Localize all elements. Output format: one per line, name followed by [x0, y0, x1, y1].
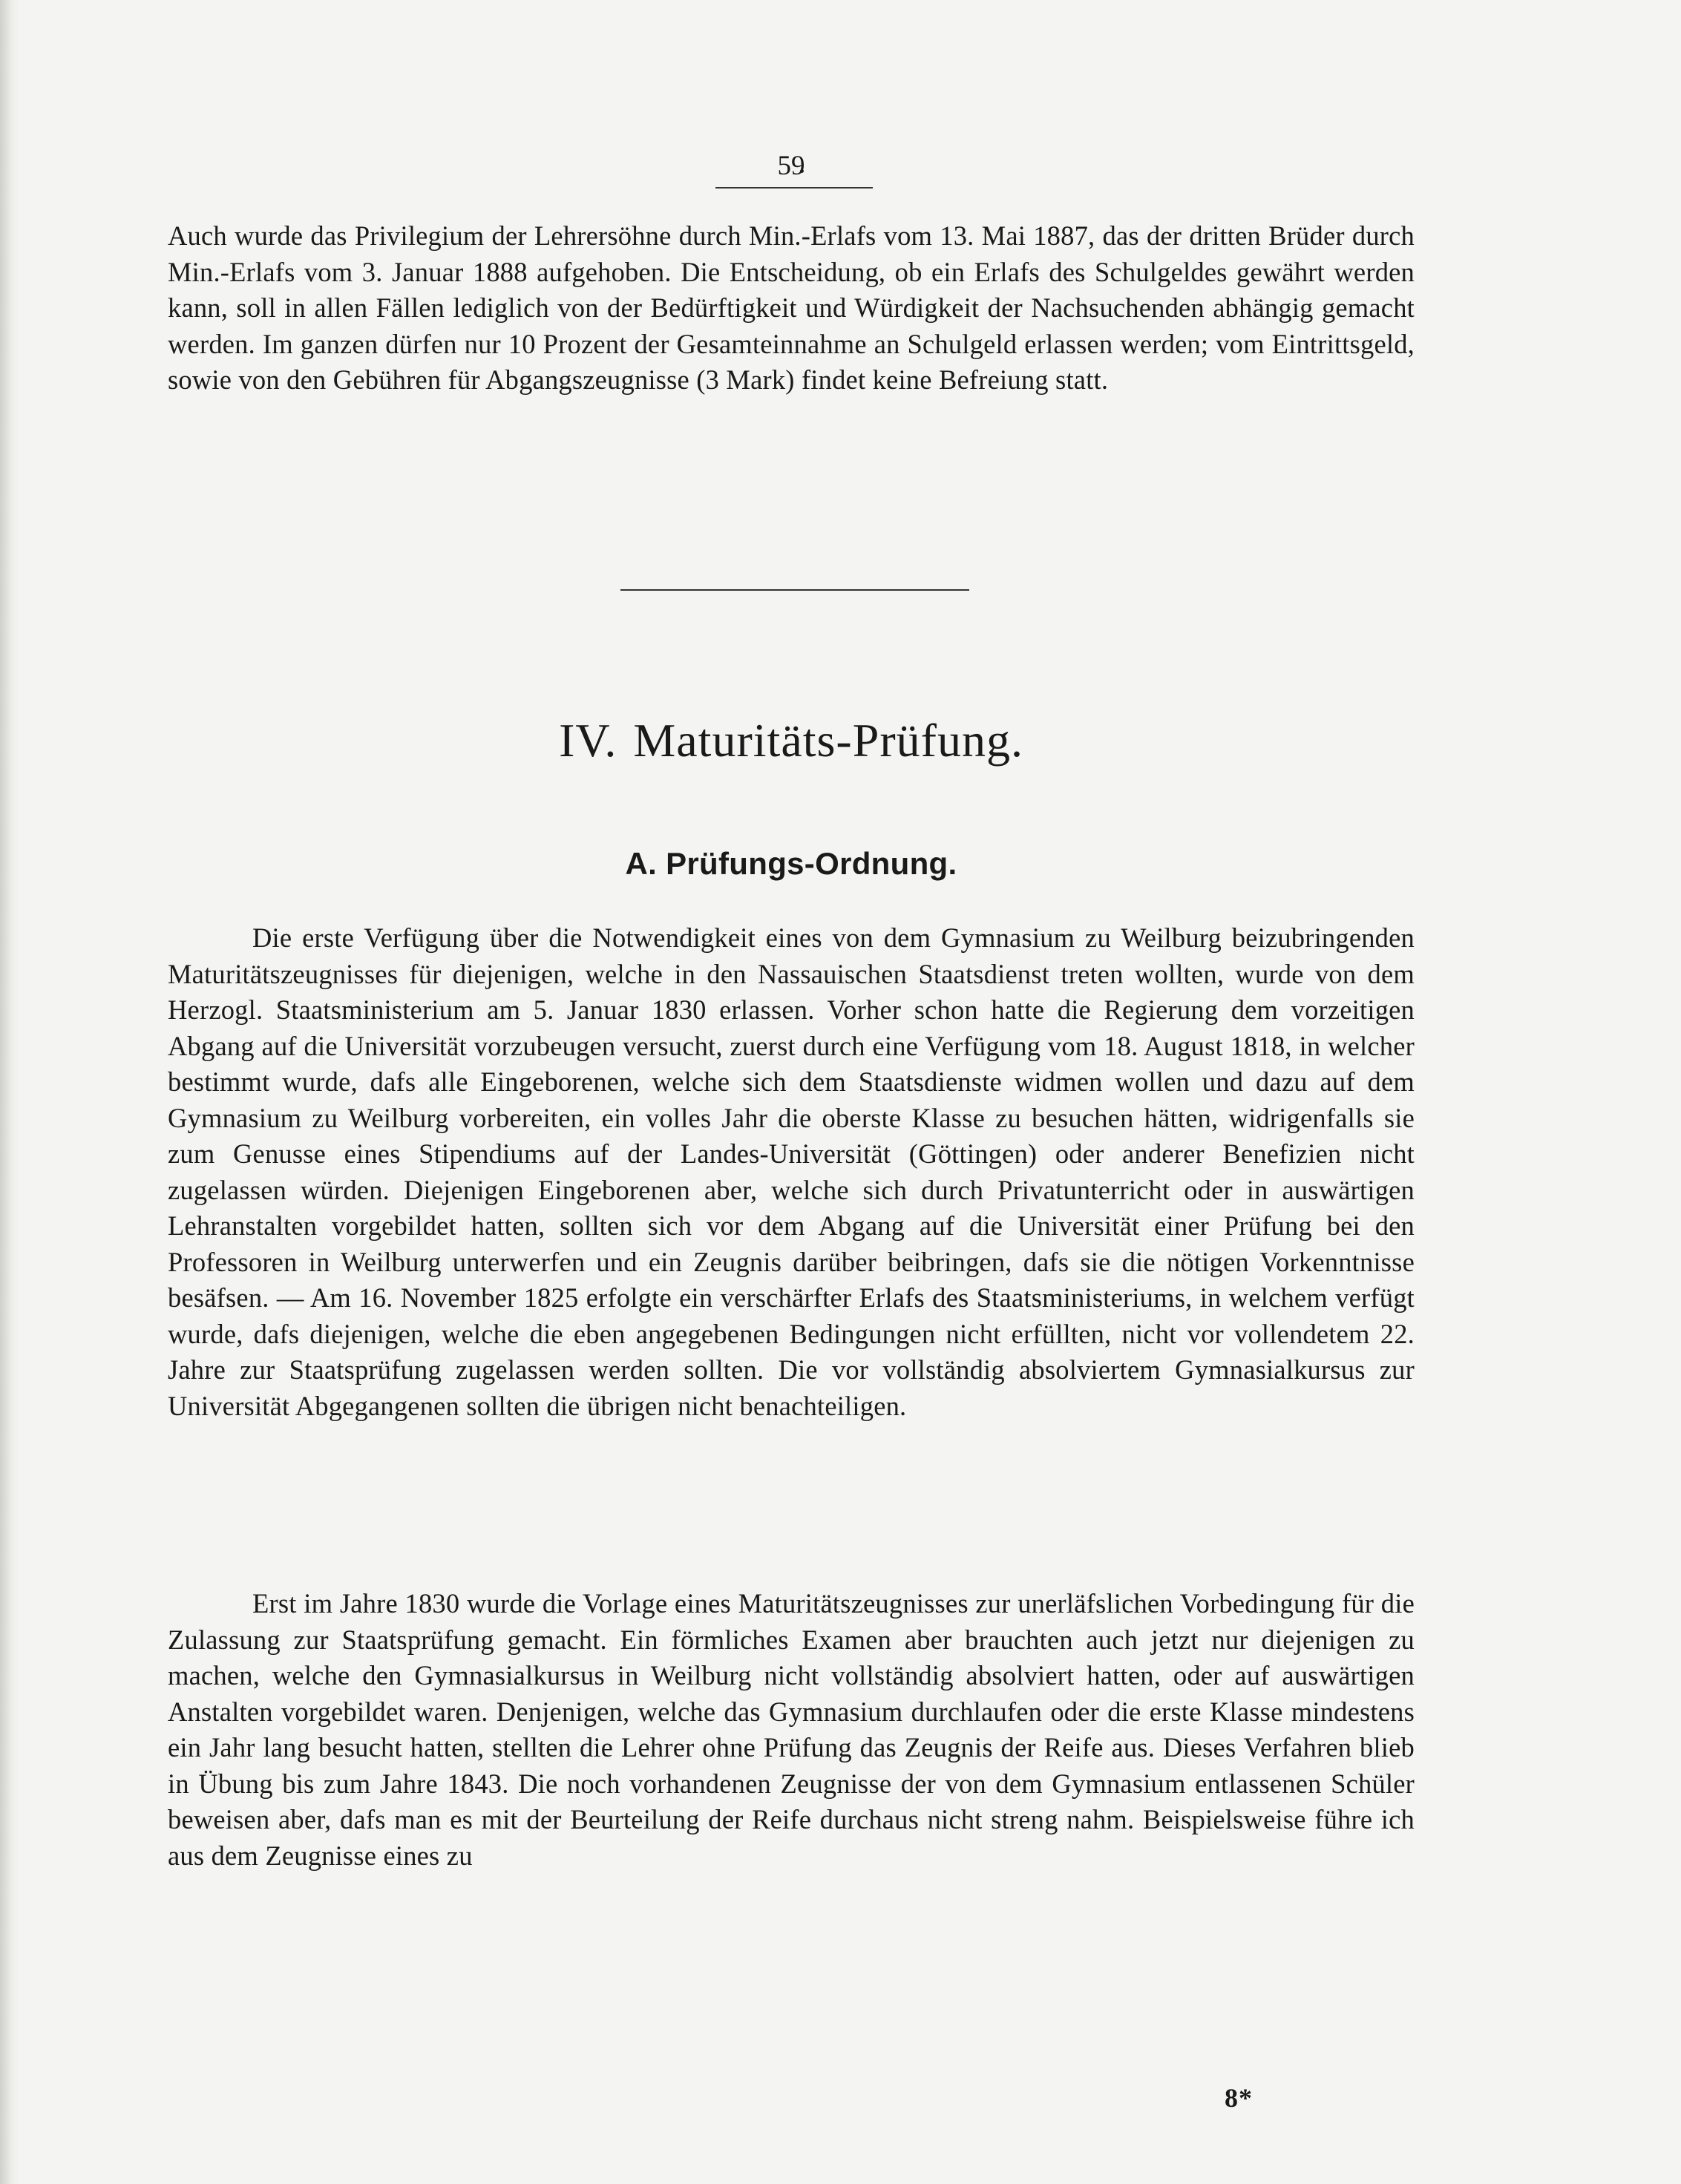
chapter-title: Maturitäts-Prüfung. [633, 714, 1023, 767]
chapter-heading [168, 711, 1415, 770]
chapter-number: IV. [559, 714, 617, 767]
paragraph-1830: Erst im Jahre 1830 wurde die Vorlage eines Maturitätszeugnisses zur unerläfslichen Vorbedingung für die Zulassung zur Staatsprüfung gemacht. Ein förmliches Examen aber brauchten auch jetzt nur diejenigen zu machen, welche den Gymnasialkursus in Weilburg nicht vollständig absolviert hatten, oder auf auswärtigen Anstalten vorgebildet waren. Denjenigen, welche das Gymnasium durchlaufen oder die erste Klasse mindestens ein Jahr lang besucht hatten, stellten die Lehrer ohne Prüfung das Zeugnis der Reife aus. Dieses Verfahren blieb in Übung bis zum Jahre 1843. Die noch vorhandenen Zeugnisse der von dem Gymnasium entlassenen Schüler beweisen aber, dafs man es mit der Beurteilung der Reife durchaus nicht streng nahm. Beispielsweise führe ich aus dem Zeugnisse eines zu [168, 1588, 1415, 1871]
signature-mark: 8* [1225, 2083, 1253, 2113]
subsection-heading: A. Prüfungs-Ordnung. [625, 846, 957, 881]
paragraph-first-decree: Die erste Verfügung über die Notwendigkeit eines von dem Gymnasium zu Weilburg beizubringenden Maturitätszeugnisses für diejenigen, welche in den Nassauischen Staatsdienst treten wollten, wurde von dem Herzogl. Staatsministerium am 5. Januar 1830 erlassen. Vorher schon hatte die Regierung dem vorzeitigen Abgang auf die Universität vorzubeugen versucht, zuerst durch eine Verfügung vom 18. August 1818, in welcher bestimmt wurde, dafs alle Eingeborenen, welche sich dem Staatsdienste widmen wollen und dazu auf dem Gymnasium zu Weilburg vorbereiten, ein volles Jahr die oberste Klasse zu besuchen hätten, widrigenfalls sie zum Genusse eines Stipendiums auf der Landes-Universität (Göttingen) oder anderer Benefizien nicht zugelassen würden. Diejenigen Eingeborenen aber, welche sich durch Privatunterricht oder in auswärtigen Lehranstalten vorgebildet hatten, sollten sich vor dem Abgang auf die Universität einer Prüfung bei den Professoren in Weilburg unterwerfen und ein Zeugnis darüber beibringen, dafs sie die nötigen Vorkenntnisse besäfsen. — Am 16. November 1825 erfolgte ein verschärfter Erlafs des Staatsministeriums, in welchem verfügt wurde, dafs diejenigen, welche die eben angegebenen Bedingungen nicht erfüllten, nicht vor vollendetem 22. Jahre zur Staatsprüfung zugelassen werden sollten. Die vor vollständig absolviertem Gymnasialkursus zur Universität Abgegangenen sollten die übrigen nicht benachteiligen. [168, 922, 1415, 1421]
paragraph-intro: Auch wurde das Privilegium der Lehrersöhne durch Min.-Erlafs vom 13. Mai 1887, das der dritten Brüder durch Min.-Erlafs vom 3. Januar 1888 aufgehoben. Die Entscheidung, ob ein Erlafs des Schulgeldes gewährt werden kann, soll in allen Fällen lediglich von der Bedürftigkeit und Würdigkeit der Nachsuchenden abhängig gemacht werden. Im ganzen dürfen nur 10 Prozent der Gesamteinnahme an Schulgeld erlassen werden; vom Eintrittsgeld, sowie von den Gebühren für Abgangszeugnisse (3 Mark) findet keine Befreiung statt. [168, 220, 1415, 395]
header-rule [715, 187, 873, 188]
page-number: 59 [777, 151, 805, 181]
binding-gutter [0, 0, 19, 2184]
chapter-rule [620, 589, 969, 591]
page-body [168, 138, 1415, 2113]
